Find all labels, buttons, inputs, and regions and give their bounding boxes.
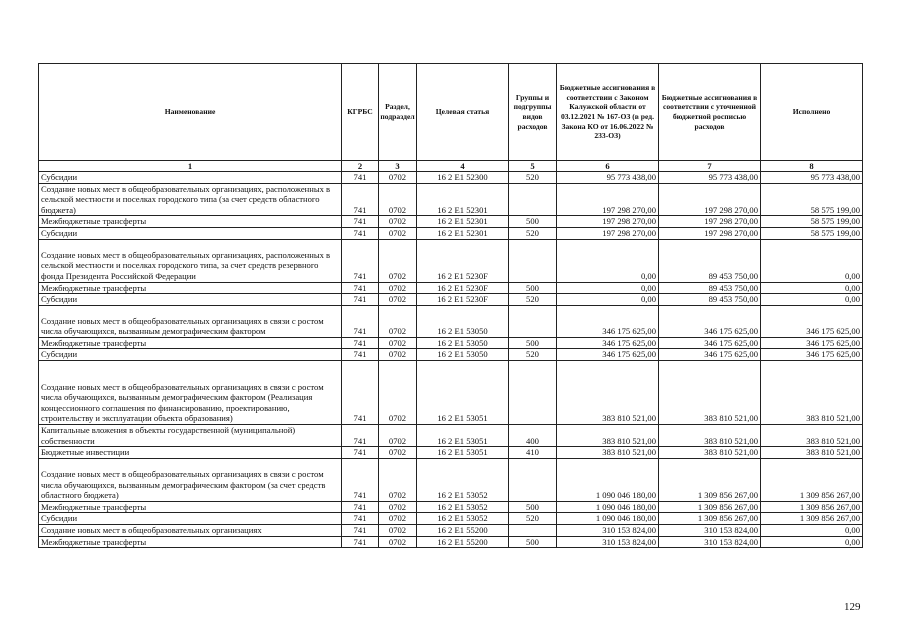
row-refined: 89 453 750,00 bbox=[659, 294, 761, 306]
row-name: Создание новых мест в общеобразовательных организациях, расположенных в сельской местности и поселках городского типа, за счет средств резервного фонда Президента Российской Федерации bbox=[39, 239, 342, 282]
header-groups: Группы и подгруппы видов расходов bbox=[509, 64, 557, 161]
row-refined: 197 298 270,00 bbox=[659, 216, 761, 228]
table-row bbox=[39, 305, 863, 337]
row-approved: 1 090 046 180,00 bbox=[557, 513, 659, 525]
row-group: 500 bbox=[509, 282, 557, 294]
row-kgrbs: 741 bbox=[342, 216, 379, 228]
row-group bbox=[509, 458, 557, 501]
table-row bbox=[39, 458, 863, 501]
table-row bbox=[39, 216, 863, 228]
row-name: Создание новых мест в общеобразовательных организациях в связи с ростом числа обучающихся, вызванным демографическим фактором (Реализация концессионного соглашения по финансированию, проектированию, строительству и эксплуатации объекта образования) bbox=[39, 360, 342, 424]
row-kgrbs: 741 bbox=[342, 294, 379, 306]
table-row bbox=[39, 349, 863, 361]
table-row bbox=[39, 447, 863, 459]
row-approved: 310 153 824,00 bbox=[557, 524, 659, 536]
row-approved: 0,00 bbox=[557, 239, 659, 282]
table-row bbox=[39, 524, 863, 536]
row-approved: 197 298 270,00 bbox=[557, 183, 659, 216]
row-name: Создание новых мест в общеобразовательных организациях в связи с ростом числа обучающихся, вызванным демографическим фактором (за счет средств областного бюджета) bbox=[39, 458, 342, 501]
row-executed: 383 810 521,00 bbox=[761, 424, 863, 446]
row-group: 520 bbox=[509, 172, 557, 184]
row-kgrbs: 741 bbox=[342, 524, 379, 536]
row-refined: 346 175 625,00 bbox=[659, 349, 761, 361]
row-section: 0702 bbox=[379, 513, 417, 525]
header-row bbox=[39, 64, 863, 161]
row-section: 0702 bbox=[379, 360, 417, 424]
row-name: Капитальные вложения в объекты государственной (муниципальной) собственности bbox=[39, 424, 342, 446]
row-approved: 0,00 bbox=[557, 282, 659, 294]
row-refined: 89 453 750,00 bbox=[659, 282, 761, 294]
row-target: 16 2 E1 52300 bbox=[417, 172, 509, 184]
row-name: Межбюджетные трансферты bbox=[39, 337, 342, 349]
row-refined: 346 175 625,00 bbox=[659, 305, 761, 337]
row-approved: 1 090 046 180,00 bbox=[557, 458, 659, 501]
row-refined: 383 810 521,00 bbox=[659, 447, 761, 459]
row-refined: 197 298 270,00 bbox=[659, 227, 761, 239]
row-approved: 346 175 625,00 bbox=[557, 349, 659, 361]
row-refined: 310 153 824,00 bbox=[659, 524, 761, 536]
table-row bbox=[39, 239, 863, 282]
row-executed: 346 175 625,00 bbox=[761, 337, 863, 349]
row-name: Субсидии bbox=[39, 227, 342, 239]
header-refined: Бюджетные ассигнования в соответствии с уточненной бюджетной росписью расходов bbox=[659, 64, 761, 161]
column-number: 1 bbox=[39, 161, 342, 172]
row-kgrbs: 741 bbox=[342, 172, 379, 184]
row-kgrbs: 741 bbox=[342, 513, 379, 525]
row-kgrbs: 741 bbox=[342, 239, 379, 282]
row-group: 520 bbox=[509, 294, 557, 306]
row-approved: 346 175 625,00 bbox=[557, 305, 659, 337]
row-section: 0702 bbox=[379, 501, 417, 513]
column-number: 6 bbox=[557, 161, 659, 172]
table-row bbox=[39, 513, 863, 525]
row-section: 0702 bbox=[379, 337, 417, 349]
row-section: 0702 bbox=[379, 447, 417, 459]
row-target: 16 2 E1 53051 bbox=[417, 360, 509, 424]
row-section: 0702 bbox=[379, 172, 417, 184]
row-section: 0702 bbox=[379, 294, 417, 306]
row-group bbox=[509, 524, 557, 536]
row-target: 16 2 E1 52301 bbox=[417, 227, 509, 239]
row-refined: 383 810 521,00 bbox=[659, 424, 761, 446]
column-number-row bbox=[39, 161, 863, 172]
row-approved: 197 298 270,00 bbox=[557, 216, 659, 228]
table-row bbox=[39, 227, 863, 239]
row-executed: 383 810 521,00 bbox=[761, 360, 863, 424]
row-section: 0702 bbox=[379, 216, 417, 228]
row-approved: 383 810 521,00 bbox=[557, 424, 659, 446]
row-section: 0702 bbox=[379, 227, 417, 239]
row-name: Субсидии bbox=[39, 349, 342, 361]
row-section: 0702 bbox=[379, 183, 417, 216]
row-section: 0702 bbox=[379, 536, 417, 548]
row-executed: 1 309 856 267,00 bbox=[761, 501, 863, 513]
row-kgrbs: 741 bbox=[342, 337, 379, 349]
row-target: 16 2 E1 53050 bbox=[417, 349, 509, 361]
row-kgrbs: 741 bbox=[342, 447, 379, 459]
row-name: Межбюджетные трансферты bbox=[39, 282, 342, 294]
row-name: Межбюджетные трансферты bbox=[39, 216, 342, 228]
row-target: 16 2 E1 5230F bbox=[417, 282, 509, 294]
row-group: 500 bbox=[509, 536, 557, 548]
budget-table-sheet bbox=[38, 63, 862, 548]
row-group: 500 bbox=[509, 337, 557, 349]
row-group bbox=[509, 360, 557, 424]
row-target: 16 2 E1 55200 bbox=[417, 524, 509, 536]
row-executed: 0,00 bbox=[761, 524, 863, 536]
table-row bbox=[39, 337, 863, 349]
row-kgrbs: 741 bbox=[342, 360, 379, 424]
table-row bbox=[39, 424, 863, 446]
column-number: 5 bbox=[509, 161, 557, 172]
header-kgrbs: КГРБС bbox=[342, 64, 379, 161]
row-group: 400 bbox=[509, 424, 557, 446]
row-group: 520 bbox=[509, 227, 557, 239]
row-target: 16 2 E1 5230F bbox=[417, 294, 509, 306]
row-refined: 383 810 521,00 bbox=[659, 360, 761, 424]
row-kgrbs: 741 bbox=[342, 349, 379, 361]
row-executed: 0,00 bbox=[761, 282, 863, 294]
row-approved: 95 773 438,00 bbox=[557, 172, 659, 184]
row-executed: 95 773 438,00 bbox=[761, 172, 863, 184]
row-refined: 310 153 824,00 bbox=[659, 536, 761, 548]
row-approved: 1 090 046 180,00 bbox=[557, 501, 659, 513]
table-row bbox=[39, 360, 863, 424]
column-number: 4 bbox=[417, 161, 509, 172]
table-row bbox=[39, 282, 863, 294]
row-refined: 1 309 856 267,00 bbox=[659, 513, 761, 525]
row-executed: 0,00 bbox=[761, 294, 863, 306]
row-target: 16 2 E1 5230F bbox=[417, 239, 509, 282]
row-name: Бюджетные инвестиции bbox=[39, 447, 342, 459]
row-approved: 346 175 625,00 bbox=[557, 337, 659, 349]
table-row bbox=[39, 183, 863, 216]
row-name: Субсидии bbox=[39, 513, 342, 525]
row-approved: 0,00 bbox=[557, 294, 659, 306]
row-name: Субсидии bbox=[39, 172, 342, 184]
column-number: 2 bbox=[342, 161, 379, 172]
row-refined: 1 309 856 267,00 bbox=[659, 501, 761, 513]
row-executed: 58 575 199,00 bbox=[761, 227, 863, 239]
row-target: 16 2 E1 55200 bbox=[417, 536, 509, 548]
row-name: Создание новых мест в общеобразовательных организациях в связи с ростом числа обучающихся, вызванным демографическим фактором bbox=[39, 305, 342, 337]
row-kgrbs: 741 bbox=[342, 282, 379, 294]
row-executed: 58 575 199,00 bbox=[761, 183, 863, 216]
row-target: 16 2 E1 53052 bbox=[417, 501, 509, 513]
row-section: 0702 bbox=[379, 458, 417, 501]
row-approved: 310 153 824,00 bbox=[557, 536, 659, 548]
row-executed: 383 810 521,00 bbox=[761, 447, 863, 459]
row-refined: 346 175 625,00 bbox=[659, 337, 761, 349]
row-section: 0702 bbox=[379, 524, 417, 536]
table-body bbox=[39, 172, 863, 548]
row-executed: 346 175 625,00 bbox=[761, 349, 863, 361]
row-target: 16 2 E1 52301 bbox=[417, 216, 509, 228]
table-row bbox=[39, 501, 863, 513]
row-refined: 197 298 270,00 bbox=[659, 183, 761, 216]
header-name: Наименование bbox=[39, 64, 342, 161]
row-group: 500 bbox=[509, 501, 557, 513]
row-approved: 383 810 521,00 bbox=[557, 360, 659, 424]
row-target: 16 2 E1 52301 bbox=[417, 183, 509, 216]
row-executed: 346 175 625,00 bbox=[761, 305, 863, 337]
row-executed: 1 309 856 267,00 bbox=[761, 513, 863, 525]
row-kgrbs: 741 bbox=[342, 458, 379, 501]
row-refined: 1 309 856 267,00 bbox=[659, 458, 761, 501]
row-kgrbs: 741 bbox=[342, 227, 379, 239]
row-name: Субсидии bbox=[39, 294, 342, 306]
row-approved: 383 810 521,00 bbox=[557, 447, 659, 459]
row-approved: 197 298 270,00 bbox=[557, 227, 659, 239]
header-target: Целевая статья bbox=[417, 64, 509, 161]
row-executed: 58 575 199,00 bbox=[761, 216, 863, 228]
row-group bbox=[509, 305, 557, 337]
table-row bbox=[39, 294, 863, 306]
header-section: Раздел, подраздел bbox=[379, 64, 417, 161]
row-group bbox=[509, 183, 557, 216]
row-target: 16 2 E1 53051 bbox=[417, 424, 509, 446]
row-group: 500 bbox=[509, 216, 557, 228]
row-section: 0702 bbox=[379, 349, 417, 361]
row-kgrbs: 741 bbox=[342, 183, 379, 216]
row-name: Межбюджетные трансферты bbox=[39, 501, 342, 513]
table-row bbox=[39, 536, 863, 548]
row-kgrbs: 741 bbox=[342, 424, 379, 446]
header-approved: Бюджетные ассигнования в соответствии с Законом Калужской области от 03.12.2021 № 167-ОЗ (в ред. Закона КО от 16.06.2022 № 233-ОЗ) bbox=[557, 64, 659, 161]
row-group: 410 bbox=[509, 447, 557, 459]
row-group bbox=[509, 239, 557, 282]
row-target: 16 2 E1 53050 bbox=[417, 337, 509, 349]
column-number: 8 bbox=[761, 161, 863, 172]
row-kgrbs: 741 bbox=[342, 536, 379, 548]
row-target: 16 2 E1 53052 bbox=[417, 458, 509, 501]
row-name: Межбюджетные трансферты bbox=[39, 536, 342, 548]
row-refined: 95 773 438,00 bbox=[659, 172, 761, 184]
header-executed: Исполнено bbox=[761, 64, 863, 161]
row-section: 0702 bbox=[379, 424, 417, 446]
row-refined: 89 453 750,00 bbox=[659, 239, 761, 282]
row-kgrbs: 741 bbox=[342, 305, 379, 337]
row-name: Создание новых мест в общеобразовательных организациях bbox=[39, 524, 342, 536]
column-number: 7 bbox=[659, 161, 761, 172]
row-target: 16 2 E1 53052 bbox=[417, 513, 509, 525]
row-group: 520 bbox=[509, 349, 557, 361]
row-section: 0702 bbox=[379, 282, 417, 294]
row-group: 520 bbox=[509, 513, 557, 525]
row-section: 0702 bbox=[379, 239, 417, 282]
row-executed: 1 309 856 267,00 bbox=[761, 458, 863, 501]
row-target: 16 2 E1 53051 bbox=[417, 447, 509, 459]
budget-table bbox=[38, 63, 863, 548]
row-executed: 0,00 bbox=[761, 536, 863, 548]
row-section: 0702 bbox=[379, 305, 417, 337]
page-number: 129 bbox=[844, 601, 861, 613]
column-number: 3 bbox=[379, 161, 417, 172]
row-kgrbs: 741 bbox=[342, 501, 379, 513]
row-name: Создание новых мест в общеобразовательных организациях, расположенных в сельской местности и поселках городского типа (за счет средств областного бюджета) bbox=[39, 183, 342, 216]
table-row bbox=[39, 172, 863, 184]
row-target: 16 2 E1 53050 bbox=[417, 305, 509, 337]
row-executed: 0,00 bbox=[761, 239, 863, 282]
